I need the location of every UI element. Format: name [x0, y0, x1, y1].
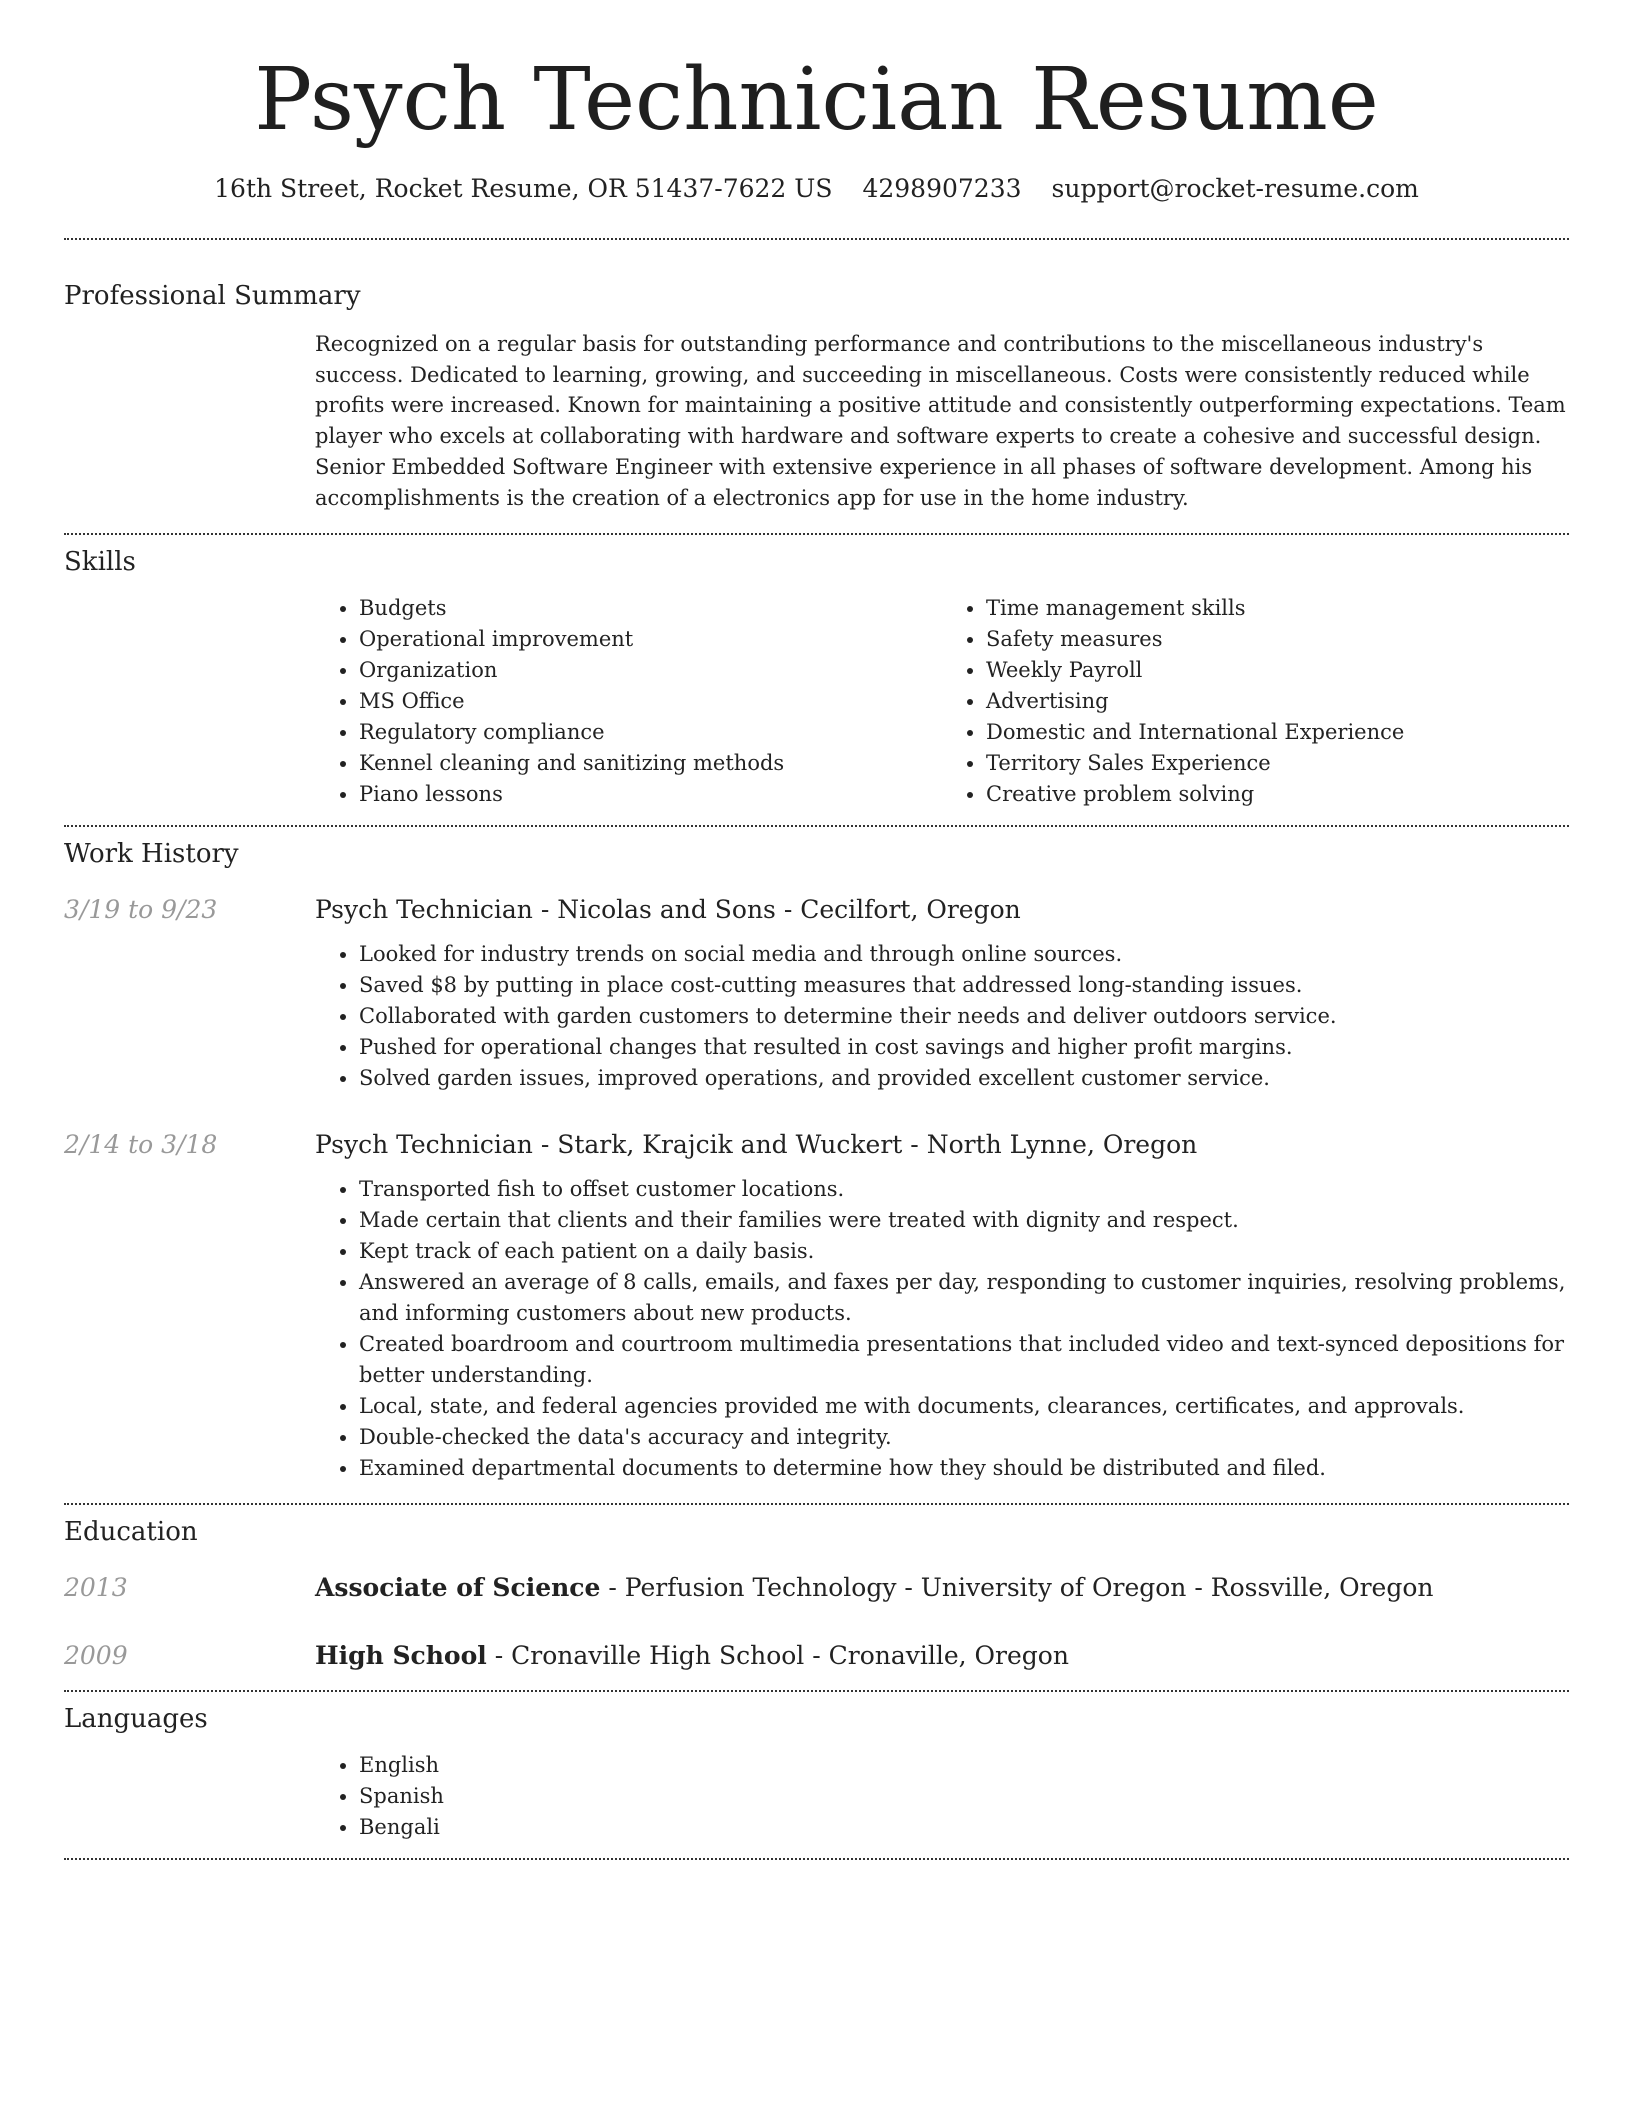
languages-list — [315, 1750, 1569, 1843]
job-body — [315, 1128, 1569, 1484]
language-item: • Bengali — [359, 1812, 1569, 1843]
languages-section — [64, 1702, 1569, 1843]
job-bullet: • Kept track of each patient on a daily basis. — [359, 1236, 1569, 1267]
skills-lists — [315, 593, 1569, 810]
skill-item: • MS Office — [359, 686, 942, 717]
skill-item: • Operational improvement — [359, 624, 942, 655]
skill-item: • Weekly Payroll — [986, 655, 1569, 686]
divider — [64, 1858, 1569, 1860]
resume-title: Psych Technician Resume — [254, 50, 1379, 150]
job-bullet: • Answered an average of 8 calls, emails, and faxes per day, responding to customer inquiries, resolving problems, and informing customers about new products. — [359, 1267, 1569, 1329]
job-entry — [64, 1128, 1569, 1484]
job-dates: 3/19 to 9/23 — [64, 895, 218, 925]
contact-phone: 4298907233 — [862, 174, 1022, 203]
contact-line — [64, 174, 1569, 204]
education-detail — [315, 1639, 1569, 1673]
summary-section — [64, 279, 1569, 513]
skill-item: • Advertising — [986, 686, 1569, 717]
job-bullets — [315, 939, 1569, 1094]
skill-item: • Kennel cleaning and sanitizing methods — [359, 748, 942, 779]
job-bullet: • Double-checked the data's accuracy and integrity. — [359, 1422, 1569, 1453]
skills-list-right — [942, 593, 1569, 810]
job-title: Psych Technician - Stark, Krajcik and Wuckert - North Lynne, Oregon — [315, 1130, 1198, 1160]
education-entry — [64, 1571, 1569, 1605]
skill-item: • Safety measures — [986, 624, 1569, 655]
skill-item: • Creative problem solving — [986, 779, 1569, 810]
section-heading-education: Education — [64, 1517, 198, 1548]
job-bullets — [315, 1174, 1569, 1484]
work-section — [64, 837, 1569, 1484]
education-year: 2009 — [64, 1641, 128, 1671]
contact-address: 16th Street, Rocket Resume, OR 51437-7622 US — [214, 174, 833, 203]
contact-email[interactable]: support@rocket-resume.com — [1051, 174, 1419, 203]
job-bullet: • Pushed for operational changes that resulted in cost savings and higher profit margins. — [359, 1032, 1569, 1063]
divider — [64, 825, 1569, 827]
job-bullet: • Made certain that clients and their families were treated with dignity and respect. — [359, 1205, 1569, 1236]
job-bullet: • Looked for industry trends on social media and through online sources. — [359, 939, 1569, 970]
job-title: Psych Technician - Nicolas and Sons - Cecilfort, Oregon — [315, 895, 1021, 925]
education-entry — [64, 1639, 1569, 1673]
education-rest: - Cronaville High School - Cronaville, Oregon — [486, 1641, 1069, 1671]
section-heading-languages: Languages — [64, 1704, 208, 1735]
divider — [64, 1690, 1569, 1692]
section-heading-summary: Professional Summary — [64, 281, 361, 311]
skill-item: • Domestic and International Experience — [986, 717, 1569, 748]
education-year: 2013 — [64, 1573, 128, 1603]
section-heading-skills: Skills — [64, 547, 136, 578]
skills-section — [64, 545, 1569, 810]
job-bullet: • Collaborated with garden customers to determine their needs and deliver outdoors service. — [359, 1001, 1569, 1032]
languages-content — [315, 1750, 1569, 1843]
skill-item: • Regulatory compliance — [359, 717, 942, 748]
job-bullet: • Examined departmental documents to determine how they should be distributed and filed. — [359, 1453, 1569, 1484]
divider — [64, 1503, 1569, 1505]
education-degree: High School — [315, 1641, 487, 1671]
skill-item: • Time management skills — [986, 593, 1569, 624]
language-item: • Spanish — [359, 1781, 1569, 1812]
skill-item: • Piano lessons — [359, 779, 942, 810]
job-bullet: • Solved garden issues, improved operations, and provided excellent customer service. — [359, 1063, 1569, 1094]
job-bullet: • Transported fish to offset customer locations. — [359, 1174, 1569, 1205]
skill-item: • Territory Sales Experience — [986, 748, 1569, 779]
job-entry — [64, 893, 1569, 1094]
job-body — [315, 893, 1569, 1094]
language-item: • English — [359, 1750, 1569, 1781]
job-bullet: • Local, state, and federal agencies provided me with documents, clearances, certificates, and approvals. — [359, 1391, 1569, 1422]
skill-item: • Organization — [359, 655, 942, 686]
resume-page — [64, 0, 1569, 1860]
skill-item: • Budgets — [359, 593, 942, 624]
education-degree: Associate of Science — [315, 1573, 601, 1603]
job-bullet: • Created boardroom and courtroom multimedia presentations that included video and text-synced depositions for better understanding. — [359, 1329, 1569, 1391]
divider — [64, 533, 1569, 535]
job-dates: 2/14 to 3/18 — [64, 1130, 218, 1160]
education-section — [64, 1515, 1569, 1673]
job-bullet: • Saved $8 by putting in place cost-cutting measures that addressed long-standing issues. — [359, 970, 1569, 1001]
section-heading-work: Work History — [64, 839, 239, 870]
skills-list-left — [315, 593, 942, 810]
education-rest: - Perfusion Technology - University of Oregon - Rossville, Oregon — [600, 1573, 1434, 1603]
summary-text: Recognized on a regular basis for outstanding performance and contributions to the miscellaneous industry's success. Dedicated to learning, growing, and succeeding in miscellaneous. Costs were consistently reduced while profits were increased. Known for maintaining a positive attitude and consistently outperforming expectations. Team player who excels at collaborating with hardware and software experts to create a cohesive and successful design. Senior Embedded Software Engineer with extensive experience in all phases of software development. Among his accomplishments is the creation of a electronics app for use in the home industry. — [315, 332, 1566, 510]
divider — [64, 238, 1569, 240]
education-detail — [315, 1571, 1569, 1605]
